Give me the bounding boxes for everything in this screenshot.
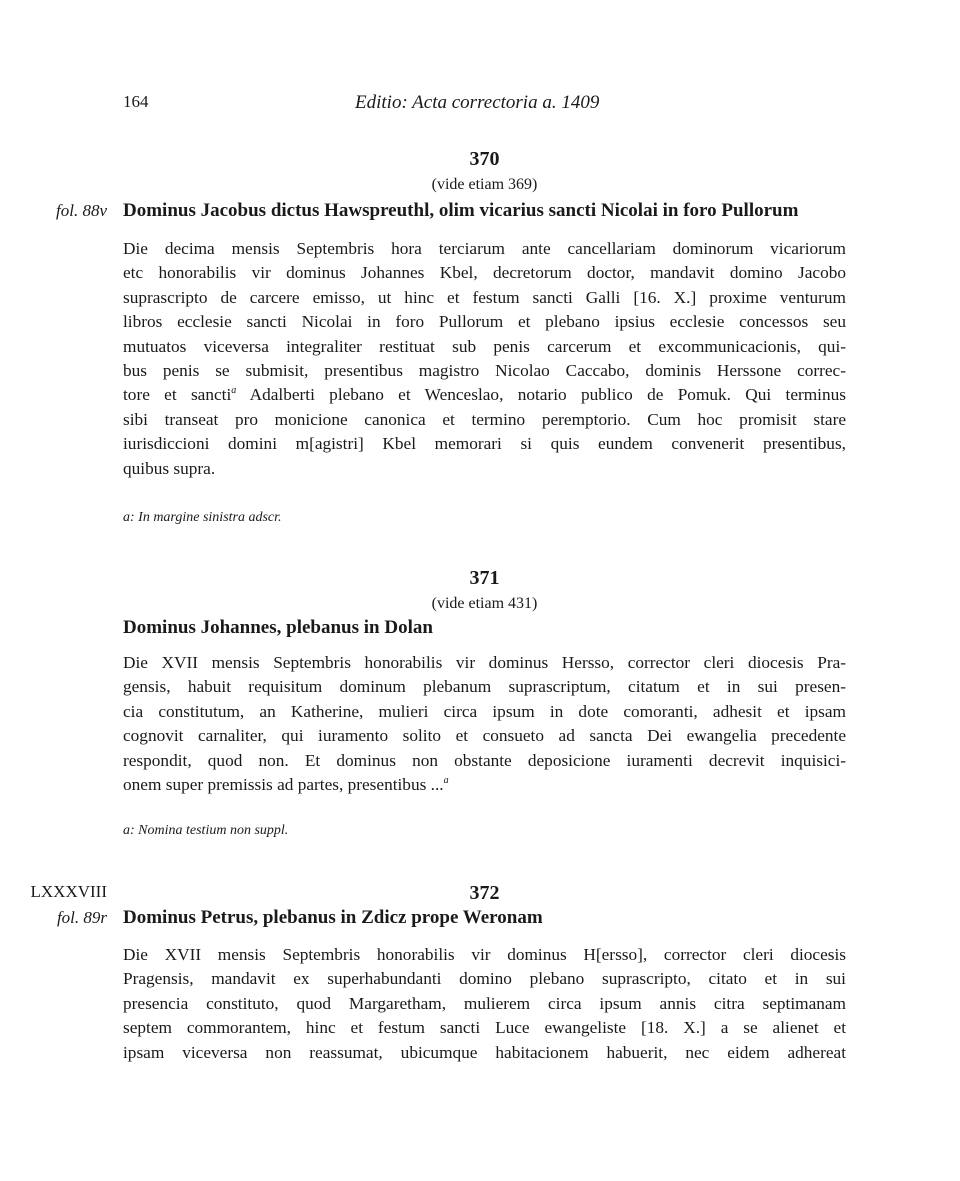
text-line: cia constitutum, an Katherine, mulieri circa ipsum in dote comoranti, adhesit et ipsam: [123, 701, 846, 721]
text-line: quibus supra.: [123, 458, 216, 478]
text-fragment: Adalberti plebano et Wenceslao, notario publico de Pomuk. Qui terminus: [236, 385, 846, 405]
margin-folio: fol. 89r: [56, 908, 107, 927]
text-line: gensis, habuit requisitum dominum plebanum suprascriptum, citatum et in sui presen-: [123, 677, 846, 697]
text-line: iurisdiccioni domini m[agistri] Kbel memorari si quis eundem convenerit presentibus,: [123, 434, 846, 454]
text-line: Die XVII mensis Septembris honorabilis vir dominus H[ersso], corrector cleri diocesis: [123, 945, 846, 964]
text-line: [123, 383, 846, 407]
text-line: mutuatos viceversa integraliter restituat sub penis carcerum et excommunicacionis, qui-: [123, 336, 846, 356]
entry-heading: Dominus Petrus, plebanus in Zdicz prope Weronam: [123, 907, 543, 928]
cross-reference: (vide etiam 369): [431, 176, 538, 193]
entry-heading: Dominus Johannes, plebanus in Dolan: [123, 617, 433, 638]
entry-heading: Dominus Jacobus dictus Hawspreuthl, olim vicarius sancti Nicolai in foro Pullorum: [123, 200, 799, 221]
footnote-marker: a: [443, 775, 449, 787]
margin-roman-numeral: LXXXVIII: [30, 882, 107, 901]
text-fragment: tore et sancti: [123, 385, 232, 405]
entry-number: 371: [469, 567, 500, 589]
running-title: Editio: Acta correctoria a. 1409: [355, 92, 600, 113]
text-line: libros ecclesie sancti Nicolai in foro Pullorum et plebano ipsius ecclesie concessos seu: [123, 312, 846, 332]
text-line: ipsam viceversa non reassumat, ubicumque habitacionem habuerit, nec eidem adhereat: [123, 1042, 846, 1062]
text-line: sibi transeat pro monicione canonica et termino peremptorio. Cum hoc promisit stare: [123, 409, 846, 429]
text-line: bus penis se submisit, presentibus magistro Nicolao Caccabo, dominis Herssone correc-: [123, 360, 846, 380]
entry-text: [123, 943, 846, 1065]
text-line: cognovit carnaliter, qui iuramento solito et consueto ad sancta Dei ewangelia precedente: [123, 726, 846, 746]
entry-text: [123, 237, 846, 481]
text-line: suprascripto de carcere emisso, ut hinc et festum sancti Galli [16. X.] proxime venturum: [123, 287, 846, 307]
text-fragment: onem super premissis ad partes, presentibus ...: [123, 774, 444, 794]
entry-number: 372: [469, 882, 500, 904]
entry-number: 370: [469, 148, 500, 170]
entry-text: [123, 651, 846, 797]
footnote-marker: a: [231, 385, 237, 397]
text-line: Pragensis, mandavit ex superhabundanti domino plebano suprascripto, citato et in sui: [123, 969, 846, 989]
text-line: respondit, quod non. Et dominus non obstante deposicione iuramenti decrevit inquisici-: [123, 750, 846, 770]
text-line: etc honorabilis vir dominus Johannes Kbel, decretorum doctor, mandavit domino Jacobo: [123, 263, 846, 283]
page-number: 164: [123, 92, 149, 111]
text-line: Die decima mensis Septembris hora terciarum ante cancellariam dominorum vicariorum: [123, 239, 846, 258]
footnote: a: In margine sinistra adscr.: [123, 510, 282, 525]
margin-folio: fol. 88v: [56, 201, 107, 220]
footnote: a: Nomina testium non suppl.: [123, 823, 289, 838]
text-line: Die XVII mensis Septembris honorabilis vir dominus Hersso, corrector cleri diocesis Pra-: [123, 653, 846, 672]
text-line: septem commorantem, hinc et festum sancti Luce ewangeliste [18. X.] a se alienet et: [123, 1018, 846, 1038]
text-line: [123, 773, 846, 797]
cross-reference: (vide etiam 431): [431, 595, 538, 612]
text-line: presencia constituto, quod Margaretham, mulierem circa ipsum annis citra septimanam: [123, 993, 846, 1013]
